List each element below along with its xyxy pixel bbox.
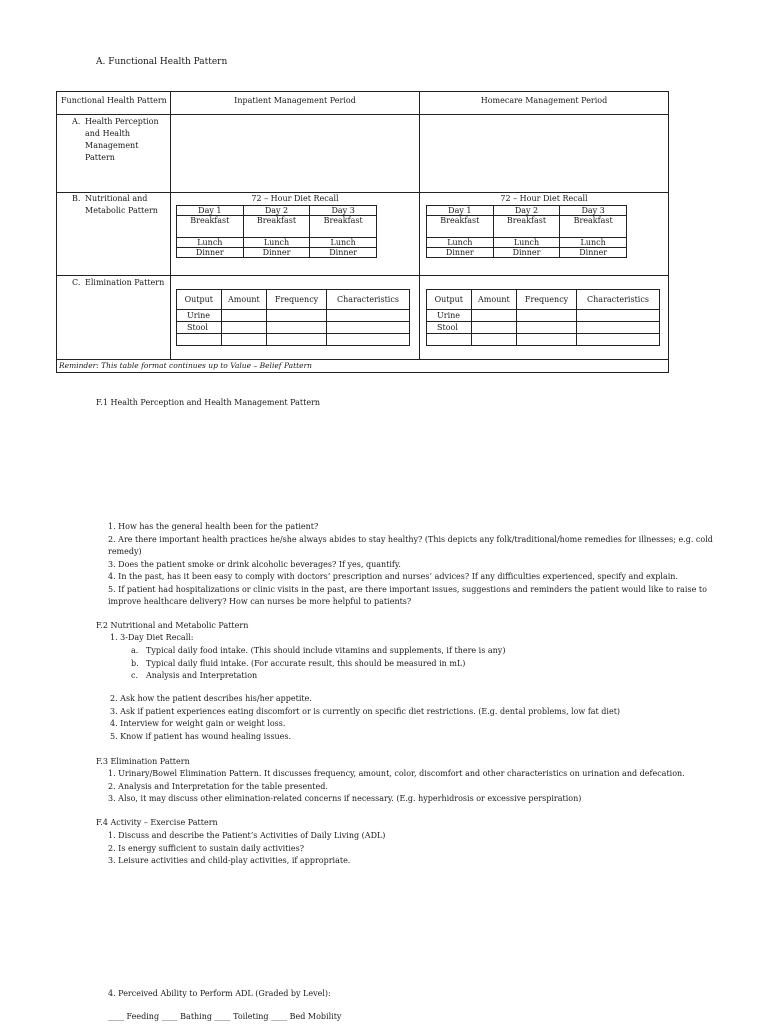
sub-letter: c. (131, 671, 139, 680)
output-row-label: Stool (177, 322, 222, 334)
output-row-label: Stool (427, 322, 472, 334)
header-inpatient: Inpatient Management Period (234, 96, 356, 105)
list-item: 2. Ask how the patient describes his/her appetite. (110, 694, 312, 703)
meal-cell: Dinner (310, 248, 377, 258)
row-a-label-1: Health Perception (85, 117, 159, 126)
meal-cell: Lunch (493, 238, 560, 248)
list-item: remedy) (108, 547, 142, 556)
meal-cell: Breakfast (493, 216, 560, 238)
list-item: 4. In the past, has it been easy to comply with doctors’ prescription and nurses’ advices? If any difficulties experienced, specify and explain. (108, 572, 678, 581)
row-a-label-2: and Health (85, 129, 130, 138)
f2-list (110, 693, 620, 743)
output-header: Frequency (267, 290, 327, 310)
output-header: Amount (471, 290, 517, 310)
output-header: Amount (221, 290, 267, 310)
homecare-output-table (426, 289, 660, 346)
list-item: 3. Ask if patient experiences eating discomfort or is currently on specific diet restrictions. (E.g. dental problems, low fat diet) (110, 706, 621, 716)
header-functional-health-pattern: Functional Health Pattern (61, 96, 167, 105)
meal-cell: Breakfast (310, 216, 377, 238)
list-item: improve healthcare delivery? How can nurses be more helpful to patients? (108, 597, 412, 606)
meal-cell: Lunch (243, 238, 310, 248)
list-item: 3. Does the patient smoke or drink alcoholic beverages? If yes, quantify. (108, 559, 401, 569)
row-b-label-2: Metabolic Pattern (85, 206, 158, 215)
meal-cell: Breakfast (560, 216, 627, 238)
list-item: 3. Leisure activities and child-play activities, if appropriate. (108, 856, 351, 865)
f2-sublist (131, 645, 505, 683)
day-header: Day 3 (560, 206, 627, 216)
f1-title: F.1 Health Perception and Health Management Pattern (96, 398, 321, 407)
output-header: Output (427, 290, 472, 310)
f3-list (108, 768, 685, 806)
table-reminder: Reminder: This table format continues up to Value – Belief Pattern (59, 361, 313, 370)
day-header: Day 1 (177, 206, 244, 216)
meal-cell: Dinner (177, 248, 244, 258)
section-title: A. Functional Health Pattern (96, 57, 228, 67)
list-item: 1. How has the general health been for the patient? (108, 522, 319, 531)
row-a-letter: A. (72, 117, 81, 126)
f1-list (108, 521, 720, 609)
meal-cell: Breakfast (177, 216, 244, 238)
functional-health-table (56, 91, 669, 373)
list-item: 2. Are there important health practices he/she always abides to stay healthy? (This depicts any folk/traditional/home remedies for illnesses; e.g. cold (108, 534, 713, 544)
output-row-label: Urine (177, 310, 222, 322)
meal-cell: Lunch (310, 238, 377, 248)
homecare-diet-title: 72 – Hour Diet Recall (500, 194, 588, 203)
day-header: Day 3 (310, 206, 377, 216)
header-homecare: Homecare Management Period (480, 96, 608, 105)
f4-item4: 4. Perceived Ability to Perform ADL (Graded by Level): (108, 989, 331, 998)
f4-title: F.4 Activity – Exercise Pattern (96, 818, 218, 827)
inpatient-output-table (176, 289, 410, 346)
list-item: 5. Know if patient has wound healing issues. (110, 731, 291, 741)
output-header: Output (177, 290, 222, 310)
list-item: 2. Is energy sufficient to sustain daily activities? (108, 843, 305, 853)
meal-cell: Dinner (243, 248, 310, 258)
inpatient-diet-table (176, 205, 377, 258)
row-c-label: Elimination Pattern (85, 278, 165, 287)
meal-cell: Dinner (493, 248, 560, 258)
meal-cell: Lunch (427, 238, 494, 248)
sub-item: Typical daily fluid intake. (For accurate result, this should be measured in mL) (146, 658, 466, 668)
day-header: Day 2 (243, 206, 310, 216)
inpatient-diet-title: 72 – Hour Diet Recall (251, 194, 339, 203)
f2-title: F.2 Nutritional and Metabolic Pattern (96, 621, 249, 630)
row-a-label-4: Pattern (85, 153, 115, 162)
list-item: 4. Interview for weight gain or weight loss. (110, 719, 286, 728)
list-item: 1. Urinary/Bowel Elimination Pattern. It discusses frequency, amount, color, discomfort and other characteristics on urination and defecation. (108, 769, 685, 778)
f4-list (108, 830, 385, 868)
output-row-label: Urine (427, 310, 472, 322)
meal-cell: Lunch (177, 238, 244, 248)
output-header: Characteristics (577, 290, 660, 310)
meal-cell: Dinner (560, 248, 627, 258)
meal-cell: Breakfast (243, 216, 310, 238)
day-header: Day 2 (493, 206, 560, 216)
row-c-letter: C. (72, 278, 81, 287)
day-header: Day 1 (427, 206, 494, 216)
row-b-label-1: Nutritional and (85, 194, 148, 203)
f2-item1: 1. 3-Day Diet Recall: (110, 633, 194, 642)
row-a-label-3: Management (85, 141, 139, 150)
adl-line: ____ Feeding ____ Bathing ____ Toileting ____ Bed Mobility (108, 1012, 342, 1021)
sub-item: Typical daily food intake. (This should include vitamins and supplements, if there is any) (146, 646, 506, 655)
output-header: Characteristics (327, 290, 410, 310)
meal-cell: Dinner (427, 248, 494, 258)
row-b-letter: B. (72, 194, 81, 203)
sub-item: Analysis and Interpretation (146, 671, 258, 680)
sub-letter: a. (131, 646, 139, 655)
list-item: 1. Discuss and describe the Patient’s Activities of Daily Living (ADL) (108, 831, 386, 840)
sub-letter: b. (131, 658, 139, 668)
homecare-diet-table (426, 205, 627, 258)
meal-cell: Lunch (560, 238, 627, 248)
list-item: 3. Also, it may discuss other elimination-related concerns if necessary. (E.g. hyperhidrosis or excessive perspiration) (108, 794, 582, 803)
list-item: 2. Analysis and Interpretation for the table presented. (108, 781, 328, 791)
list-item: 5. If patient had hospitalizations or clinic visits in the past, are there important issues, suggestions and reminders the patient would like to raise to (108, 584, 707, 594)
f3-title: F.3 Elimination Pattern (96, 757, 190, 766)
meal-cell: Breakfast (427, 216, 494, 238)
output-header: Frequency (517, 290, 577, 310)
